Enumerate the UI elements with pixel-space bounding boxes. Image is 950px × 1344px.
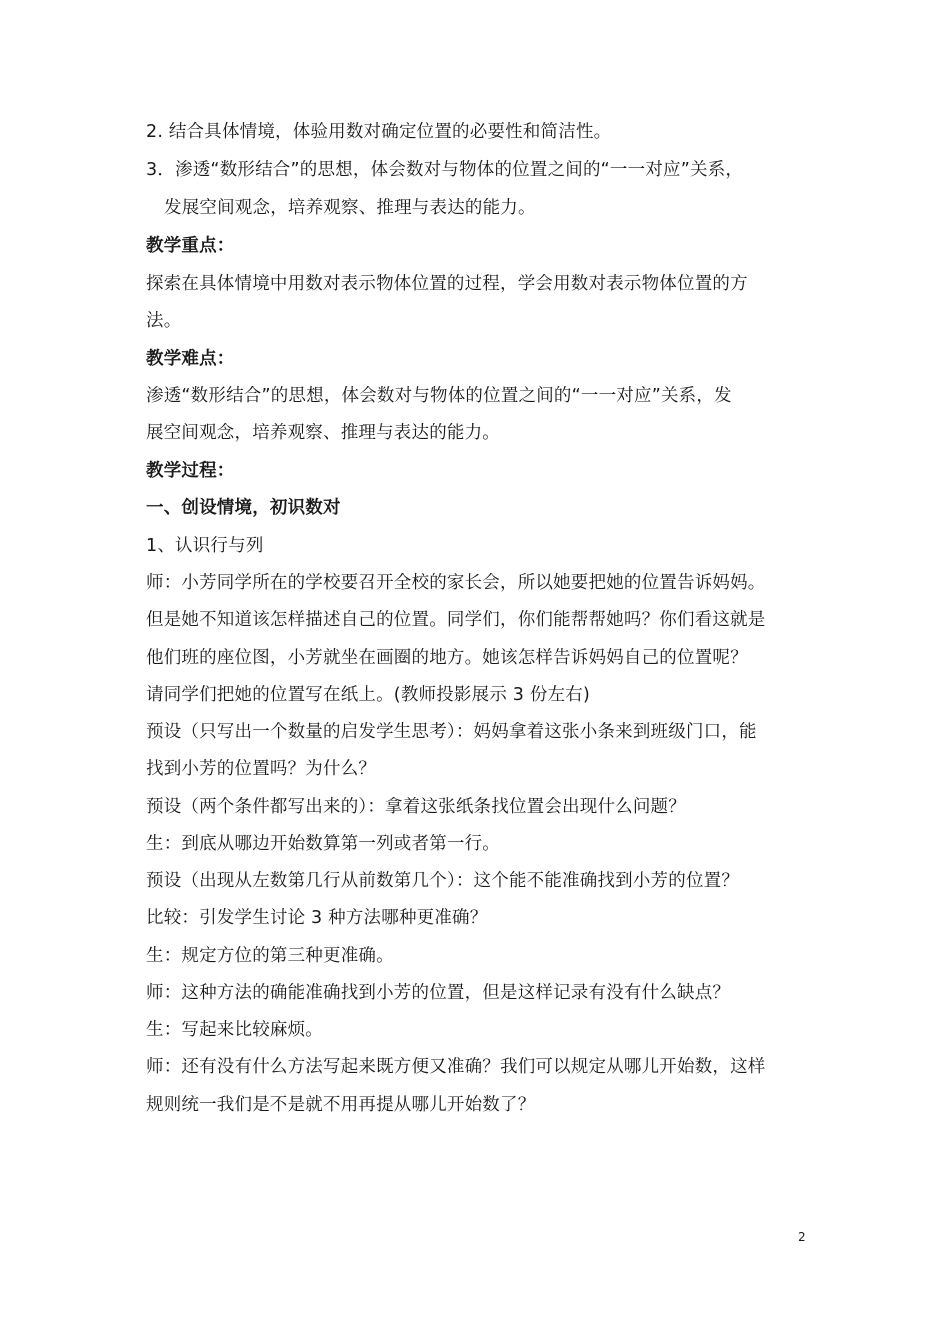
text-line: 渗透“数形结合”的思想，体会数对与物体的位置之间的“一一对应”关系，发 [146, 386, 732, 406]
text-line: 探索在具体情境中用数对表示物体位置的过程，学会用数对表示物体位置的方 [146, 274, 748, 294]
text-line: 2. 结合具体情境，体验用数对确定位置的必要性和简洁性。 [146, 122, 612, 142]
section-heading: 教学难点： [146, 349, 235, 369]
text-line: 预设（出现从左数第几行从前数第几个）：这个能不能准确找到小芳的位置？ [146, 871, 740, 891]
text-line: 预设（两个条件都写出来的）：拿着这张纸条找位置会出现什么问题？ [146, 797, 686, 817]
text-line: 他们班的座位图，小芳就坐在画圈的地方。她该怎样告诉妈妈自己的位置呢？ [146, 648, 748, 668]
text-line: 发展空间观念，培养观察、推理与表达的能力。 [164, 198, 536, 218]
text-line: 生：规定方位的第三种更准确。 [146, 946, 394, 966]
text-line: 1、认识行与列 [146, 536, 264, 556]
text-line: 找到小芳的位置吗？为什么？ [146, 759, 377, 779]
text-line: 请同学们把她的位置写在纸上。(教师投影展示 3 份左右) [146, 685, 591, 705]
section-heading: 教学过程： [146, 461, 235, 481]
text-line: 展空间观念，培养观察、推理与表达的能力。 [146, 423, 500, 443]
text-line: 师：还有没有什么方法写起来既方便又准确？我们可以规定从哪儿开始数，这样 [146, 1057, 766, 1077]
section-heading: 一、创设情境，初识数对 [146, 498, 341, 518]
page-number: 2 [798, 1230, 806, 1244]
text-line: 生：到底从哪边开始数算第一列或者第一行。 [146, 834, 500, 854]
text-line: 3．渗透“数形结合”的思想，体会数对与物体的位置之间的“一一对应”关系， [146, 160, 744, 180]
text-line: 预设（只写出一个数量的启发学生思考）：妈妈拿着这张小条来到班级门口，能 [146, 722, 757, 742]
section-heading: 教学重点： [146, 236, 235, 256]
text-line: 师：这种方法的确能准确找到小芳的位置，但是这样记录有没有什么缺点？ [146, 983, 731, 1003]
text-line: 法。 [146, 311, 182, 331]
text-line: 比较：引发学生讨论 3 种方法哪种更准确？ [146, 908, 488, 928]
text-line: 师：小芳同学所在的学校要召开全校的家长会，所以她要把她的位置告诉妈妈。 [146, 573, 766, 593]
text-line: 规则统一我们是不是就不用再提从哪儿开始数了？ [146, 1095, 536, 1115]
text-line: 生：写起来比较麻烦。 [146, 1020, 323, 1040]
text-line: 但是她不知道该怎样描述自己的位置。同学们，你们能帮帮她吗？你们看这就是 [146, 610, 766, 630]
